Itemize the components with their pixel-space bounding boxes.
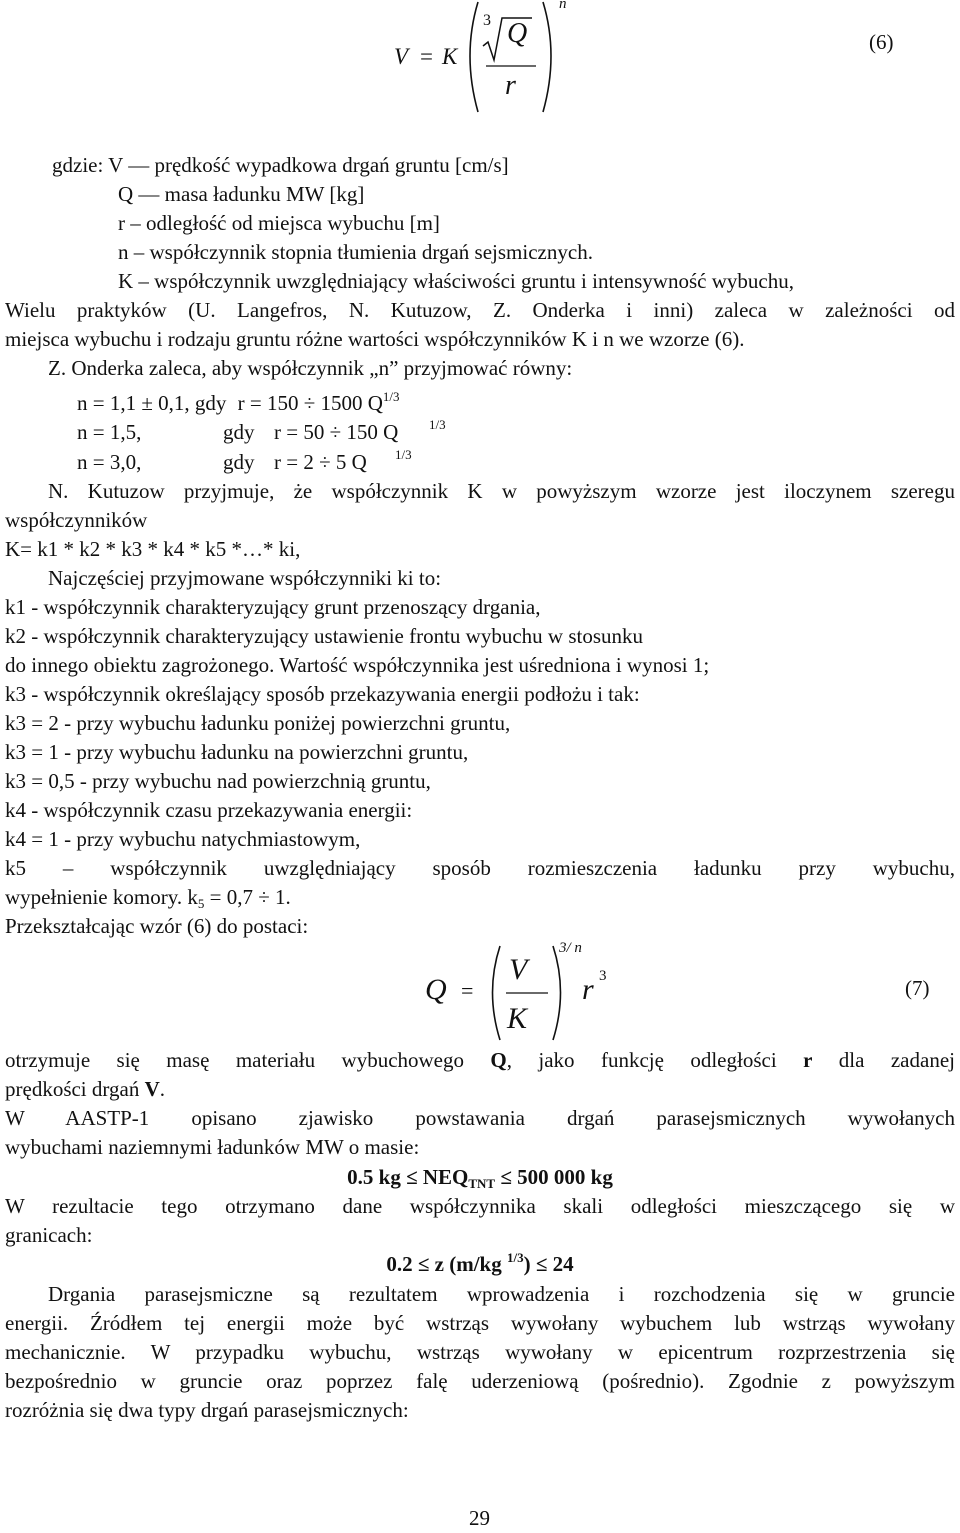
paragraph-2-line-1-e: dla zadanej xyxy=(812,1048,955,1072)
page-number: 29 xyxy=(469,1506,490,1530)
paragraph-2-line-2-a: prędkości drgań xyxy=(5,1077,145,1101)
paragraph-2-line-5: W rezultacie tego otrzymano dane współczynnika skali odległości mieszczącego się w xyxy=(5,1194,955,1218)
paragraph-3-line-1: Drgania parasejsmiczne są rezultatem wprowadzenia i rozchodzenia się w gruncie xyxy=(48,1282,955,1306)
kutuzow-line-15-subscript: 5 xyxy=(197,896,205,911)
n-value-1-n: n = 1,1 ± 0,1, gdy xyxy=(77,391,227,415)
n-value-2 xyxy=(77,417,446,447)
paragraph-3-line-4: bezpośrednio w gruncie oraz poprzez falę uderzeniową (pośrednio). Zgodnie z powyższym xyxy=(5,1369,955,1393)
n-value-1-range: r = 150 ÷ 1500 Q xyxy=(237,391,383,415)
formula-7-K: K xyxy=(507,1002,528,1035)
legend-line-n: n – współczynnik stopnia tłumienia drgań sejsmicznych. xyxy=(118,240,593,264)
paragraph-1-line-1: Wielu praktyków (U. Langefros, N. Kutuzow, Z. Onderka i inni) zaleca w zależności od xyxy=(5,298,955,322)
kutuzow-line-13: k4 = 1 - przy wybuchu natychmiastowym, xyxy=(5,827,361,851)
n-value-3-range: r = 2 ÷ 5 Q xyxy=(274,450,367,474)
mass-range-a: 0.5 kg ≤ NEQ xyxy=(347,1165,469,1189)
paragraph-2-line-2 xyxy=(5,1075,165,1104)
paragraph-2-line-6: granicach: xyxy=(5,1223,93,1247)
paragraph-2-line-2-c: . xyxy=(159,1077,165,1101)
kutuzow-line-8: k3 - współczynnik określający sposób przekazywania energii podłożu i tak: xyxy=(5,682,640,706)
kutuzow-line-15 xyxy=(5,883,291,914)
mass-range-b: ≤ 500 000 kg xyxy=(495,1165,613,1189)
paragraph-1-line-3: Z. Onderka zaleca, aby współczynnik „n” przyjmować równy: xyxy=(48,356,573,380)
kutuzow-line-9: k3 = 2 - przy wybuchu ładunku poniżej powierzchni gruntu, xyxy=(5,711,511,735)
legend-line-V: gdzie: V — prędkość wypadkowa drgań gruntu [cm/s] xyxy=(52,153,509,177)
formula-6-r: r xyxy=(505,70,516,101)
formula-6 xyxy=(380,0,580,120)
paragraph-1-line-2: miejsca wybuchu i rodzaju gruntu różne wartości współczynników K i n we wzorze (6). xyxy=(5,327,745,351)
kutuzow-line-10: k3 = 1 - przy wybuchu ładunku na powierzchni gruntu, xyxy=(5,740,469,764)
formula-7-r-exponent: 3 xyxy=(599,968,607,984)
n-value-3-n: n = 3,0, xyxy=(77,450,142,474)
kutuzow-line-14: k5 – współczynnik uwzględniający sposób rozmieszczenia ładunku przy wybuchu, xyxy=(5,856,955,880)
kutuzow-line-2: współczynników xyxy=(5,508,148,532)
paragraph-3-line-2: energii. Źródłem tej energii może być wstrząs wywołany wybuchem lub wstrząs wywołany xyxy=(5,1311,955,1335)
n-value-1-exponent: 1/3 xyxy=(382,389,400,404)
formula-7 xyxy=(420,940,620,1050)
mass-range-subscript: TNT xyxy=(468,1176,496,1191)
distance-r: r xyxy=(803,1048,813,1072)
scaled-distance-a: 0.2 ≤ z (m/kg xyxy=(386,1252,507,1276)
n-value-2-exponent: 1/3 xyxy=(429,417,446,432)
formula-7-exponent: 3/ n xyxy=(559,940,582,956)
n-value-3-exponent: 1/3 xyxy=(395,447,412,462)
paragraph-3-line-3: mechanicznie. W przypadku wybuchu, wstrząs wywołany w epicentrum rozprzestrzenia się xyxy=(5,1340,955,1364)
formula-6-root-index: 3 xyxy=(483,12,491,29)
formula-7-number: (7) xyxy=(905,976,930,1000)
scaled-distance-exponent: 1/3 xyxy=(506,1250,524,1265)
kutuzow-line-5: k1 - współczynnik charakteryzujący grunt przenoszący drgania, xyxy=(5,595,541,619)
legend-line-r: r – odległość od miejsca wybuchu [m] xyxy=(118,211,440,235)
formula-6-exponent-n: n xyxy=(559,0,567,12)
kutuzow-line-16: Przekształcając wzór (6) do postaci: xyxy=(5,914,309,938)
paragraph-2-line-1 xyxy=(5,1046,955,1075)
kutuzow-line-7: do innego obiektu zagrożonego. Wartość współczynnika jest uśredniona i wynosi 1; xyxy=(5,653,710,677)
velocity-V: V xyxy=(144,1077,160,1101)
kutuzow-line-11: k3 = 0,5 - przy wybuchu nad powierzchnią gruntu, xyxy=(5,769,431,793)
n-value-1 xyxy=(77,389,400,420)
kutuzow-line-6: k2 - współczynnik charakteryzujący ustawienie frontu wybuchu w stosunku xyxy=(5,624,643,648)
n-value-2-n: n = 1,5, xyxy=(77,420,142,444)
scaled-distance-b: ) ≤ 24 xyxy=(523,1252,574,1276)
scaled-distance-equation xyxy=(0,1250,960,1281)
mass-Q: Q xyxy=(490,1048,507,1072)
paragraph-2-line-4: wybuchami naziemnymi ładunków MW o masie: xyxy=(5,1135,420,1159)
formula-7-r: r xyxy=(582,973,594,1006)
formula-6-V: V xyxy=(394,44,409,69)
paragraph-3-line-5: rozróżnia się dwa typy drgań parasejsmicznych: xyxy=(5,1398,409,1422)
kutuzow-line-3: K= k1 * k2 * k3 * k4 * k5 *…* ki, xyxy=(5,537,301,561)
mass-range-equation xyxy=(0,1163,960,1194)
paragraph-2-line-3: W AASTP-1 opisano zjawisko powstawania drgań parasejsmicznych wywołanych xyxy=(5,1106,955,1130)
formula-6-Q: Q xyxy=(507,18,528,49)
formula-6-number: (6) xyxy=(869,30,894,54)
kutuzow-line-15-value: = 0,7 ÷ 1. xyxy=(204,885,291,909)
formula-7-Q: Q xyxy=(425,973,447,1006)
formula-6-brackets xyxy=(380,0,580,120)
kutuzow-line-4: Najczęściej przyjmowane współczynniki ki to: xyxy=(48,566,442,590)
formula-6-equals: = xyxy=(420,44,433,69)
kutuzow-line-1: N. Kutuzow przyjmuje, że współczynnik K w powyższym wzorze jest iloczynem szeregu xyxy=(48,479,955,503)
legend-line-K: K – współczynnik uwzględniający właściwości gruntu i intensywność wybuchu, xyxy=(118,269,794,293)
formula-6-K: K xyxy=(442,44,458,69)
formula-7-V: V xyxy=(509,953,528,986)
n-value-3 xyxy=(77,447,412,477)
legend-line-Q: Q — masa ładunku MW [kg] xyxy=(118,182,365,206)
n-value-2-range: r = 50 ÷ 150 Q xyxy=(274,420,399,444)
paragraph-2-line-1-a: otrzymuje się masę materiału wybuchowego xyxy=(5,1048,491,1072)
kutuzow-line-15-text: wypełnienie komory. k xyxy=(5,885,198,909)
n-value-2-gdy: gdy xyxy=(223,420,255,444)
formula-7-equals: = xyxy=(461,978,474,1003)
paragraph-2-line-1-c: , jako funkcję odległości xyxy=(506,1048,804,1072)
n-value-3-gdy: gdy xyxy=(223,450,255,474)
kutuzow-line-12: k4 - współczynnik czasu przekazywania energii: xyxy=(5,798,413,822)
